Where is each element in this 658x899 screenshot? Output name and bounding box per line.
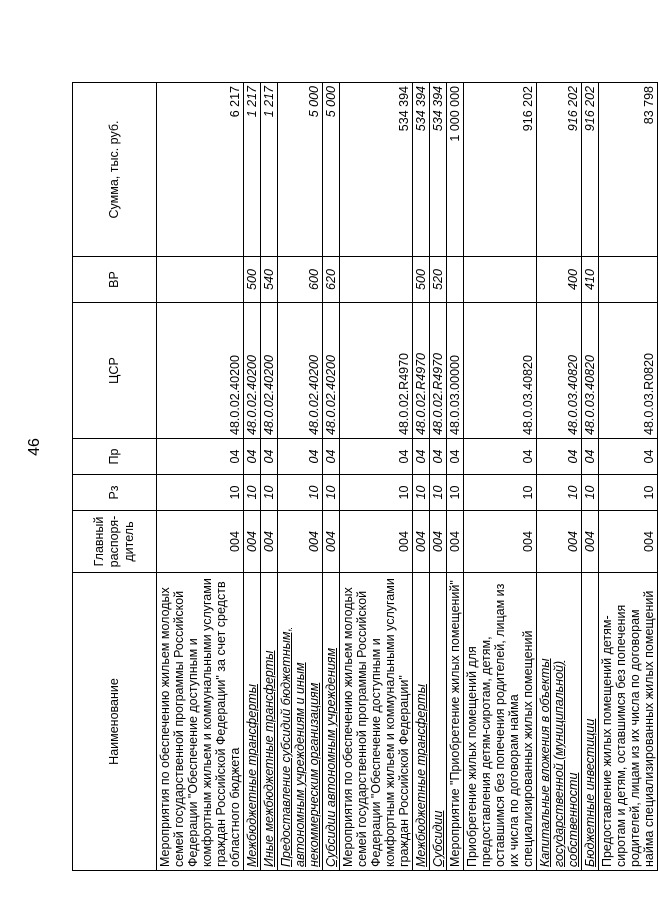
cell-sum: 1 217 xyxy=(244,83,261,257)
cell-vr: 500 xyxy=(413,257,430,303)
cell-vr xyxy=(464,257,537,303)
cell-name: Капитальные вложения в объекты государственной (муниципальной) собственности xyxy=(537,573,582,871)
cell-pr: 04 xyxy=(157,439,244,475)
table-row xyxy=(278,83,323,871)
table-row xyxy=(430,83,447,871)
cell-rz: 10 xyxy=(447,475,464,511)
cell-manager: 004 xyxy=(323,511,340,573)
cell-manager: 004 xyxy=(537,511,582,573)
cell-csr: 48.0.02.40200 xyxy=(244,303,261,439)
cell-pr: 04 xyxy=(537,439,582,475)
cell-sum: 1 217 xyxy=(261,83,278,257)
table-row xyxy=(244,83,261,871)
cell-csr: 48.0.03.40820 xyxy=(537,303,582,439)
budget-table xyxy=(72,82,658,871)
cell-vr: 500 xyxy=(244,257,261,303)
cell-name: Межбюджетные трансферты xyxy=(413,573,430,871)
cell-name: Мероприятие "Приобретение жилых помещений" xyxy=(447,573,464,871)
table-row xyxy=(537,83,582,871)
table-row xyxy=(582,83,599,871)
cell-manager: 004 xyxy=(582,511,599,573)
table-row xyxy=(413,83,430,871)
cell-csr: 48.0.03.R0820 xyxy=(599,303,658,439)
cell-rz: 10 xyxy=(599,475,658,511)
page-number: 46 xyxy=(26,438,43,456)
cell-vr: 400 xyxy=(537,257,582,303)
table-header-row xyxy=(73,83,157,871)
cell-pr: 04 xyxy=(582,439,599,475)
cell-sum: 83 798 xyxy=(599,83,658,257)
cell-manager: 004 xyxy=(413,511,430,573)
table-row xyxy=(599,83,658,871)
cell-name: Субсидии xyxy=(430,573,447,871)
cell-manager: 004 xyxy=(157,511,244,573)
table-row xyxy=(447,83,464,871)
cell-sum: 534 394 xyxy=(340,83,413,257)
cell-pr: 04 xyxy=(430,439,447,475)
cell-sum: 916 202 xyxy=(582,83,599,257)
table-row xyxy=(157,83,244,871)
table-row xyxy=(323,83,340,871)
cell-csr: 48.0.02.40200 xyxy=(323,303,340,439)
header-name: Наименование xyxy=(73,573,157,871)
cell-vr: 410 xyxy=(582,257,599,303)
cell-manager: 004 xyxy=(464,511,537,573)
table-row xyxy=(340,83,413,871)
cell-pr: 04 xyxy=(413,439,430,475)
cell-name: Мероприятия по обеспечению жильем молодых семей государственной программы Российской Федерации "Обеспечение доступным и комфортным жильем и коммунальными услугами граждан Российской Федерации" xyxy=(340,573,413,871)
cell-manager: 004 xyxy=(599,511,658,573)
cell-rz: 10 xyxy=(340,475,413,511)
cell-pr: 04 xyxy=(278,439,323,475)
cell-rz: 10 xyxy=(430,475,447,511)
cell-rz: 10 xyxy=(278,475,323,511)
cell-sum: 916 202 xyxy=(537,83,582,257)
cell-vr xyxy=(447,257,464,303)
cell-sum: 5 000 xyxy=(323,83,340,257)
cell-rz: 10 xyxy=(464,475,537,511)
cell-rz: 10 xyxy=(413,475,430,511)
cell-vr: 520 xyxy=(430,257,447,303)
cell-name: Бюджетные инвестиции xyxy=(582,573,599,871)
cell-vr: 540 xyxy=(261,257,278,303)
cell-sum: 6 217 xyxy=(157,83,244,257)
cell-manager: 004 xyxy=(430,511,447,573)
cell-vr xyxy=(340,257,413,303)
cell-name: Субсидии автономным учреждениям xyxy=(323,573,340,871)
cell-pr: 04 xyxy=(244,439,261,475)
cell-manager: 004 xyxy=(261,511,278,573)
cell-vr: 620 xyxy=(323,257,340,303)
cell-pr: 04 xyxy=(323,439,340,475)
cell-rz: 10 xyxy=(537,475,582,511)
cell-pr: 04 xyxy=(340,439,413,475)
cell-sum: 1 000 000 xyxy=(447,83,464,257)
header-manager: Главный распоря-дитель xyxy=(73,511,157,573)
cell-name: Мероприятия по обеспечению жильем молодых семей государственной программы Российской Федерации "Обеспечение доступным и комфортным жильем и коммунальными услугами граждан Российской Федерации" за счет средств областного бюджета xyxy=(157,573,244,871)
cell-vr: 600 xyxy=(278,257,323,303)
cell-csr: 48.0.03.40820 xyxy=(464,303,537,439)
cell-sum: 534 394 xyxy=(430,83,447,257)
cell-vr xyxy=(599,257,658,303)
cell-csr: 48.0.03.00000 xyxy=(447,303,464,439)
cell-sum: 916 202 xyxy=(464,83,537,257)
cell-name: Межбюджетные трансферты xyxy=(244,573,261,871)
cell-manager: 004 xyxy=(340,511,413,573)
header-csr: ЦСР xyxy=(73,303,157,439)
header-vr: ВР xyxy=(73,257,157,303)
cell-pr: 04 xyxy=(599,439,658,475)
cell-rz: 10 xyxy=(323,475,340,511)
cell-csr: 48.0.03.40820 xyxy=(582,303,599,439)
header-sum: Сумма, тыс. руб. xyxy=(73,83,157,257)
header-pr: Пр xyxy=(73,439,157,475)
table-row xyxy=(261,83,278,871)
cell-csr: 48.0.02.40200 xyxy=(261,303,278,439)
table-row xyxy=(464,83,537,871)
cell-csr: 48.0.02.R4970 xyxy=(413,303,430,439)
cell-manager: 004 xyxy=(244,511,261,573)
cell-csr: 48.0.02.R4970 xyxy=(340,303,413,439)
cell-name: Приобретение жилых помещений для предоставления детям-сиротам, детям, оставшимся без попечения родителей, лицам из их числа по договорам найма специализированных жилых помещений xyxy=(464,573,537,871)
cell-manager: 004 xyxy=(278,511,323,573)
cell-pr: 04 xyxy=(261,439,278,475)
cell-csr: 48.0.02.R4970 xyxy=(430,303,447,439)
cell-csr: 48.0.02.40200 xyxy=(278,303,323,439)
cell-sum: 534 394 xyxy=(413,83,430,257)
cell-vr xyxy=(157,257,244,303)
cell-sum: 5 000 xyxy=(278,83,323,257)
cell-rz: 10 xyxy=(261,475,278,511)
cell-name: Иные межбюджетные трансферты xyxy=(261,573,278,871)
cell-name: Предоставление жилых помещений детям-сиротам и детям, оставшимся без попечения родителей, лицам из их числа по договорам найма специализированных жилых помещений xyxy=(599,573,658,871)
header-rz: Рз xyxy=(73,475,157,511)
cell-manager: 004 xyxy=(447,511,464,573)
cell-pr: 04 xyxy=(447,439,464,475)
cell-rz: 10 xyxy=(582,475,599,511)
cell-csr: 48.0.02.40200 xyxy=(157,303,244,439)
cell-rz: 10 xyxy=(157,475,244,511)
cell-name: Предоставление субсидий бюджетным, автономным учреждениям и иным некоммерческим организациям xyxy=(278,573,323,871)
cell-rz: 10 xyxy=(244,475,261,511)
cell-pr: 04 xyxy=(464,439,537,475)
